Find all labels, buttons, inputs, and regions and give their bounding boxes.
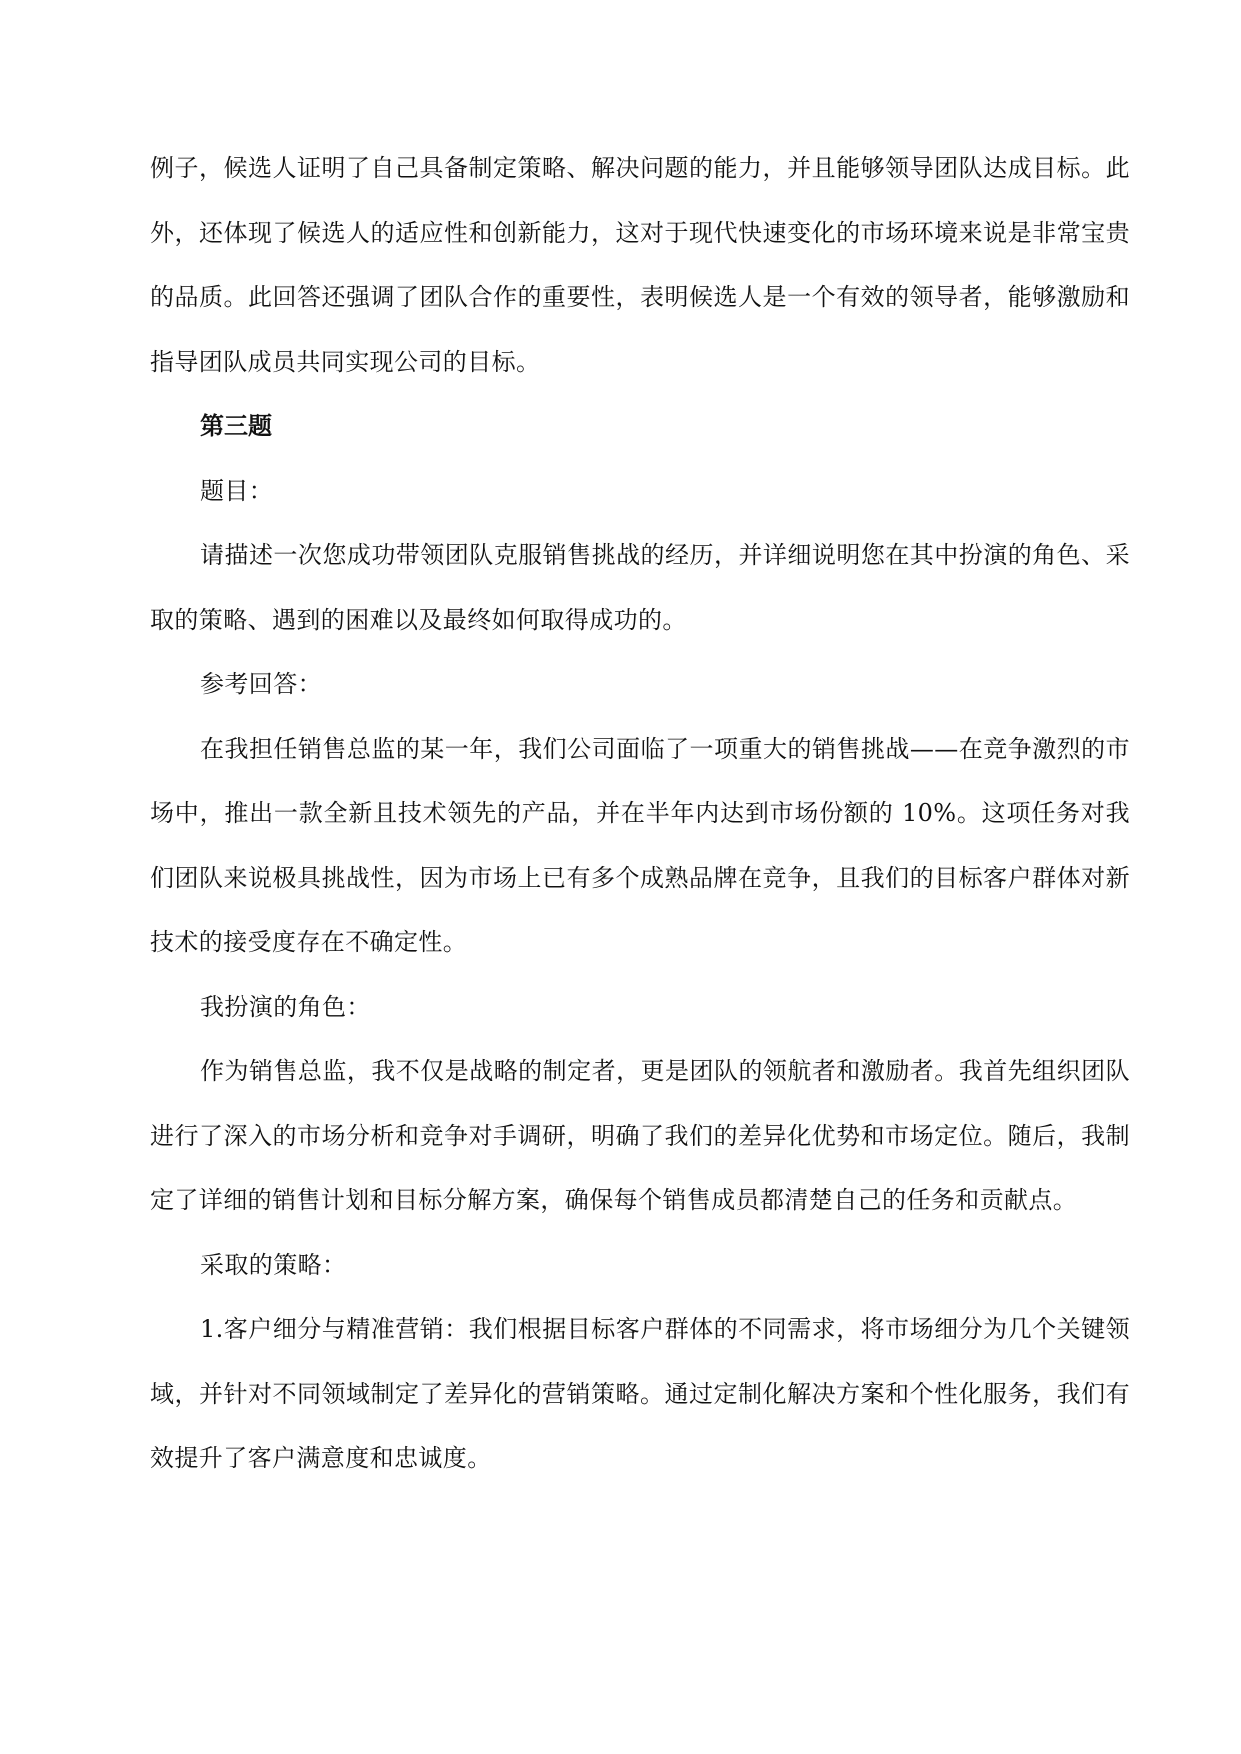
role-text: 作为销售总监，我不仅是战略的制定者，更是团队的领航者和激励者。我首先组织团队进行了深入的市场分析和竞争对手调研，明确了我们的差异化优势和市场定位。随后，我制定了详细的销售计划和目标分解方案，确保每个销售成员都清楚自己的任务和贡献点。 xyxy=(150,1057,1130,1214)
strategy-label: 采取的策略： xyxy=(200,1250,347,1279)
paragraph-conclusion: 例子，候选人证明了自己具备制定策略、解决问题的能力，并且能够领导团队达成目标。此外，还体现了候选人的适应性和创新能力，这对于现代快速变化的市场环境来说是非常宝贵的品质。此回答还强调了团队合作的重要性，表明候选人是一个有效的领导者，能够激励和指导团队成员共同实现公司的目标。 xyxy=(150,154,1130,376)
question-text: 请描述一次您成功带领团队克服销售挑战的经历，并详细说明您在其中扮演的角色、采取的策略、遇到的困难以及最终如何取得成功的。 xyxy=(150,541,1130,634)
document-body xyxy=(150,136,1130,1491)
answer-intro: 在我担任销售总监的某一年，我们公司面临了一项重大的销售挑战——在竞争激烈的市场中，推出一款全新且技术领先的产品，并在半年内达到市场份额的 10%。这项任务对我们团队来说极具挑战性，因为市场上已有多个成熟品牌在竞争，且我们的目标客户群体对新技术的接受度存在不确定性。 xyxy=(150,734,1130,956)
strategy-item-1: 1.客户细分与精准营销：我们根据目标客户群体的不同需求，将市场细分为几个关键领域，并针对不同领域制定了差异化的营销策略。通过定制化解决方案和个性化服务，我们有效提升了客户满意度和忠诚度。 xyxy=(150,1315,1130,1472)
question-label: 题目： xyxy=(200,476,274,505)
section-heading: 第三题 xyxy=(200,412,272,440)
answer-label: 参考回答： xyxy=(200,670,322,698)
role-label: 我扮演的角色： xyxy=(200,992,371,1021)
